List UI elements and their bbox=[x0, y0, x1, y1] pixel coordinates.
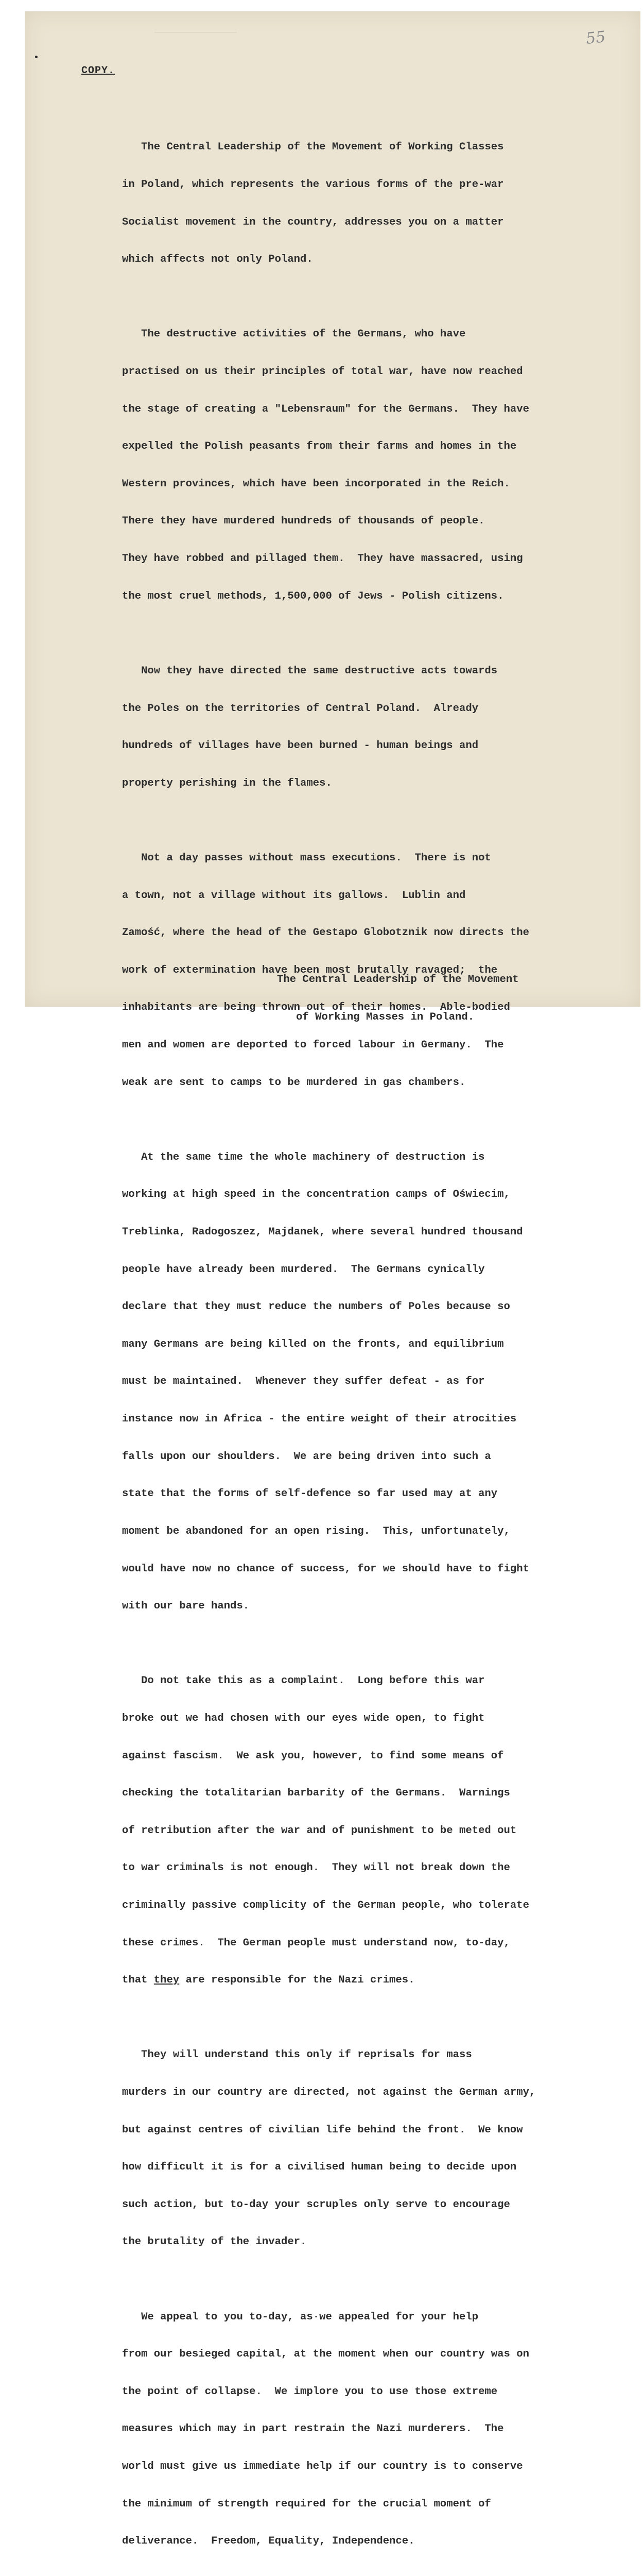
text-line: many Germans are being killed on the fronts, and equilibrium bbox=[122, 1338, 504, 1350]
signature-line: of Working Masses in Poland. bbox=[277, 1011, 475, 1024]
text-line: The destructive activities of the Germans, who have bbox=[122, 328, 466, 341]
text-line: Treblinka, Radogoszez, Majdanek, where several hundred thousand bbox=[122, 1226, 523, 1239]
text-line: Zamość, where the head of the Gestapo Globotznik now directs the bbox=[122, 927, 529, 939]
text-line: but against centres of civilian life behind the front. We know bbox=[122, 2124, 523, 2136]
text-line: The Central Leadership of the Movement of Working Classes bbox=[122, 141, 504, 154]
text-line: with our bare hands. bbox=[122, 1600, 250, 1613]
text-line: weak are sent to camps to be murdered in gas chambers. bbox=[122, 1076, 466, 1089]
text-line: Not a day passes without mass executions. There is not bbox=[122, 852, 491, 864]
paragraph bbox=[122, 303, 621, 628]
signature-line: The Central Leadership of the Movement bbox=[277, 974, 519, 986]
text-line: which affects not only Poland. bbox=[122, 253, 313, 266]
text-line: murders in our country are directed, not against the German army, bbox=[122, 2087, 536, 2098]
text-fragment: are responsible for the Nazi crimes. bbox=[179, 1974, 415, 1987]
text-line bbox=[122, 1974, 621, 1987]
text-fragment: that bbox=[122, 1974, 154, 1987]
text-line: declare that they must reduce the numbers of Poles because so bbox=[122, 1301, 510, 1313]
paragraph bbox=[122, 1650, 621, 2012]
letter-body bbox=[122, 116, 621, 2576]
text-line: the brutality of the invader. bbox=[122, 2236, 307, 2248]
text-line: They will understand this only if reprisals for mass bbox=[122, 2049, 472, 2061]
page-number: 55 bbox=[585, 28, 606, 48]
text-line: property perishing in the flames. bbox=[122, 777, 332, 789]
punch-dot bbox=[35, 56, 38, 58]
text-line: Socialist movement in the country, addresses you on a matter bbox=[122, 216, 504, 228]
text-line: We appeal to you to-day, as·we appealed for your help bbox=[122, 2311, 479, 2323]
text-line: Western provinces, which have been incorporated in the Reich. bbox=[122, 478, 510, 490]
faint-pencil-mark bbox=[154, 27, 237, 32]
text-line: world must give us immediate help if our country is to conserve bbox=[122, 2461, 523, 2473]
text-line: from our besieged capital, at the moment when our country was on bbox=[122, 2348, 529, 2361]
underlined-word: they bbox=[153, 1974, 180, 1987]
paragraph bbox=[122, 2286, 621, 2573]
text-line: of retribution after the war and of punishment to be meted out bbox=[122, 1824, 517, 1837]
text-line: moment be abandoned for an open rising. This, unfortunately, bbox=[122, 1525, 510, 1537]
text-line: the stage of creating a "Lebensraum" for the Germans. They have bbox=[122, 403, 529, 415]
text-line: must be maintained. Whenever they suffer defeat - as for bbox=[122, 1376, 485, 1388]
text-line: practised on us their principles of total war, have now reached bbox=[122, 366, 523, 378]
text-line: falls upon our shoulders. We are being driven into such a bbox=[122, 1450, 491, 1463]
text-line: men and women are deported to forced labour in Germany. The bbox=[122, 1039, 504, 1051]
text-line: to war criminals is not enough. They will not break down the bbox=[122, 1862, 510, 1874]
text-line: checking the totalitarian barbarity of the Germans. Warnings bbox=[122, 1787, 510, 1800]
text-line: expelled the Polish peasants from their farms and homes in the bbox=[122, 440, 517, 453]
signature-block bbox=[277, 949, 519, 1036]
text-line: how difficult it is for a civilised human being to decide upon bbox=[122, 2161, 517, 2174]
text-line: broke out we had chosen with our eyes wide open, to fight bbox=[122, 1712, 485, 1724]
text-line: Do not take this as a complaint. Long before this war bbox=[122, 1675, 485, 1687]
text-line: the minimum of strength required for the crucial moment of bbox=[122, 2498, 491, 2510]
paragraph bbox=[122, 640, 621, 815]
text-line: Now they have directed the same destructive acts towards bbox=[122, 665, 498, 677]
text-line: such action, but to-day your scruples only serve to encourage bbox=[122, 2198, 510, 2211]
text-line: inhabitants are being thrown out of their homes. Able-bodied bbox=[122, 1002, 510, 1014]
text-line: would have now no chance of success, for we should have to fight bbox=[122, 1563, 529, 1575]
text-line: a town, not a village without its gallows. Lublin and bbox=[122, 889, 466, 902]
text-line: work of extermination have been most brutally ravaged; the bbox=[122, 964, 498, 976]
paragraph bbox=[122, 1126, 621, 1637]
text-line: instance now in Africa - the entire weight of their atrocities bbox=[122, 1413, 517, 1426]
text-line: these crimes. The German people must understand now, to-day, bbox=[122, 1937, 510, 1949]
text-line: There they have murdered hundreds of thousands of people. bbox=[122, 515, 485, 528]
text-line: the point of collapse. We implore you to use those extreme bbox=[122, 2385, 498, 2398]
text-line: At the same time the whole machinery of destruction is bbox=[122, 1151, 485, 1163]
text-line: the most cruel methods, 1,500,000 of Jews - Polish citizens. bbox=[122, 590, 504, 602]
text-line: in Poland, which represents the various forms of the pre-war bbox=[122, 179, 504, 191]
text-line: state that the forms of self-defence so far used may at any bbox=[122, 1488, 498, 1500]
paragraph bbox=[122, 116, 621, 291]
text-line: the Poles on the territories of Central Poland. Already bbox=[122, 702, 479, 715]
copy-label: COPY. bbox=[81, 65, 115, 77]
paragraph bbox=[122, 2024, 621, 2274]
text-line: people have already been murdered. The Germans cynically bbox=[122, 1263, 485, 1276]
text-line: measures which may in part restrain the Nazi murderers. The bbox=[122, 2423, 504, 2435]
text-line: working at high speed in the concentration camps of Oświecim, bbox=[122, 1189, 510, 1201]
text-line: hundreds of villages have been burned - human beings and bbox=[122, 740, 479, 752]
text-line: against fascism. We ask you, however, to find some means of bbox=[122, 1750, 504, 1762]
text-line: deliverance. Freedom, Equality, Independence. bbox=[122, 2535, 415, 2548]
text-line: They have robbed and pillaged them. They have massacred, using bbox=[122, 553, 523, 565]
text-line: criminally passive complicity of the German people, who tolerate bbox=[122, 1899, 529, 1911]
